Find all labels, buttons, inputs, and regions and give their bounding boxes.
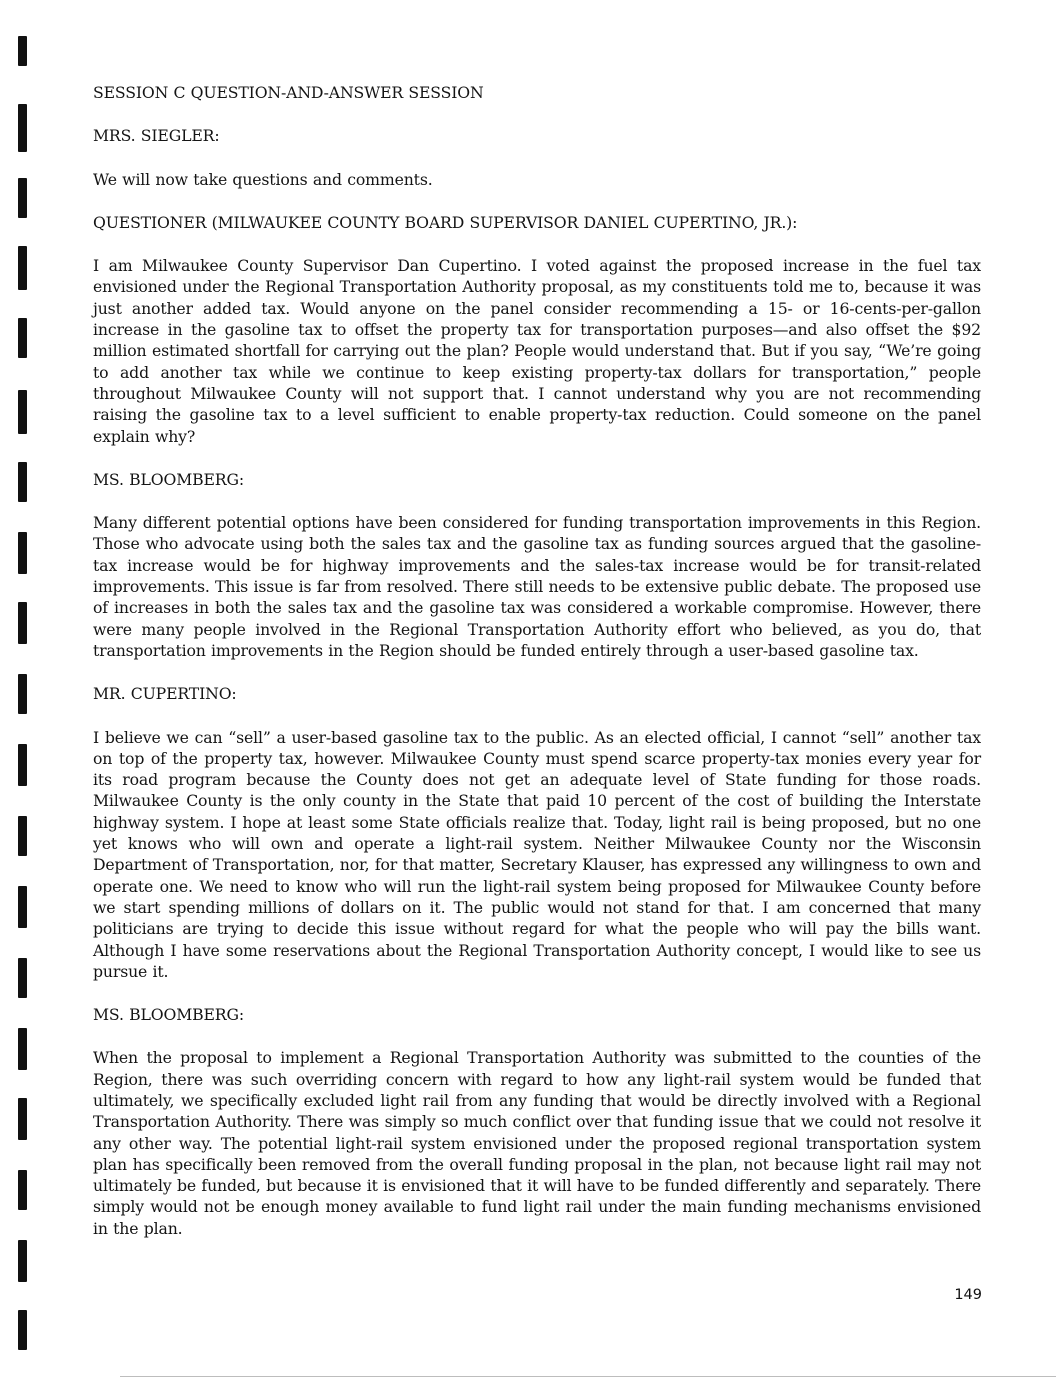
- binding-hole-mark: [18, 1028, 27, 1070]
- document-page: [93, 82, 981, 1239]
- binding-hole-mark: [18, 1240, 27, 1282]
- binding-hole-mark: [18, 1170, 27, 1210]
- speaker-label: MS. BLOOMBERG:: [93, 469, 244, 489]
- binding-hole-mark: [18, 674, 27, 714]
- binding-hole-mark: [18, 318, 27, 358]
- binding-hole-mark: [18, 1098, 27, 1140]
- binding-hole-mark: [18, 36, 27, 66]
- bottom-rule: [120, 1376, 1056, 1377]
- binding-hole-mark: [18, 104, 27, 152]
- binding-hole-mark: [18, 178, 27, 218]
- speaker-label: MRS. SIEGLER:: [93, 126, 220, 146]
- page-number: 149: [954, 1287, 982, 1303]
- statement-paragraph: I am Milwaukee County Supervisor Dan Cupertino. I voted against the proposed increase in the fuel tax envisioned under the Regional Transportation Authority proposal, as my constituents told me to, because it was just another added tax. Would anyone on the panel consider recommending a 15- or 16-cents-per-gallon increase in the gasoline tax to offset the property tax for transportation purposes—and also offset the $92 million estimated shortfall for carrying out the plan? People would understand that. But if you say, “We’re going to add another tax while we continue to keep existing property-tax dollars for transportation,” people throughout Milwaukee County will not support that. I cannot understand why you are not recommending raising the gasoline tax to a level sufficient to enable property-tax reduction. Could someone on the panel explain why?: [93, 256, 981, 446]
- binding-hole-mark: [18, 602, 27, 644]
- binding-hole-mark: [18, 744, 27, 786]
- statement-paragraph: I believe we can “sell” a user-based gasoline tax to the public. As an elected official, I cannot “sell” another tax on top of the property tax, however. Milwaukee County must spend scarce property-tax monies every year for its road program because the County does not get an adequate level of State funding for those roads. Milwaukee County is the only county in the State that paid 10 percent of the cost of building the Interstate highway system. I hope at least some State officials realize that. Today, light rail is being proposed, but no one yet knows who will own and operate a light-rail system. Neither Milwaukee County nor the Wisconsin Department of Transportation, nor, for that matter, Secretary Klauser, has expressed any willingness to own and operate one. We need to know who will run the light-rail system being proposed for Milwaukee County before we start spending millions of dollars on it. The public would not stand for that. I am concerned that many politicians are trying to decide this issue without regard for what the people who will pay the bills want. Although I have some reservations about the Regional Transportation Authority concept, I would like to see us pursue it.: [93, 727, 981, 981]
- binding-hole-mark: [18, 462, 27, 502]
- session-heading: SESSION C QUESTION-AND-ANSWER SESSION: [93, 83, 484, 102]
- binding-hole-mark: [18, 1310, 27, 1350]
- binding-hole-mark: [18, 532, 27, 574]
- statement-paragraph: We will now take questions and comments.: [93, 169, 433, 189]
- binding-hole-mark: [18, 886, 27, 928]
- binding-hole-mark: [18, 390, 27, 434]
- binding-hole-mark: [18, 816, 27, 856]
- speaker-label: MS. BLOOMBERG:: [93, 1005, 244, 1025]
- statement-paragraph: Many different potential options have been considered for funding transportation improvements in this Region. Those who advocate using both the sales tax and the gasoline tax as funding sources argued that the gasoline-tax increase would be for highway improvements and the sales-tax increase would be for transit-related improvements. This issue is far from resolved. There still needs to be extensive public debate. The proposed use of increases in both the sales tax and the gasoline tax was considered a workable compromise. However, there were many people involved in the Regional Transportation Authority effort who believed, as you do, that transportation improvements in the Region should be funded entirely through a user-based gasoline tax.: [93, 513, 981, 660]
- binding-holes: [14, 0, 28, 1380]
- binding-hole-mark: [18, 246, 27, 290]
- speaker-label: MR. CUPERTINO:: [93, 684, 237, 704]
- binding-hole-mark: [18, 958, 27, 998]
- statement-paragraph: When the proposal to implement a Regional Transportation Authority was submitted to the counties of the Region, there was such overriding concern with regard to how any light-rail system would be funded that ultimately, we specifically excluded light rail from any funding that would be directly involved with a Regional Transportation Authority. There was simply so much conflict over that funding issue that we could not resolve it any other way. The potential light-rail system envisioned under the proposed regional transportation system plan has specifically been removed from the overall funding proposal in the plan, not because light rail may not ultimately be funded, but because it is envisioned that it will have to be funded differently and separately. There simply would not be enough money available to fund light rail under the main funding mechanisms envisioned in the plan.: [93, 1048, 981, 1238]
- speaker-label: QUESTIONER (MILWAUKEE COUNTY BOARD SUPERVISOR DANIEL CUPERTINO, JR.):: [93, 212, 798, 232]
